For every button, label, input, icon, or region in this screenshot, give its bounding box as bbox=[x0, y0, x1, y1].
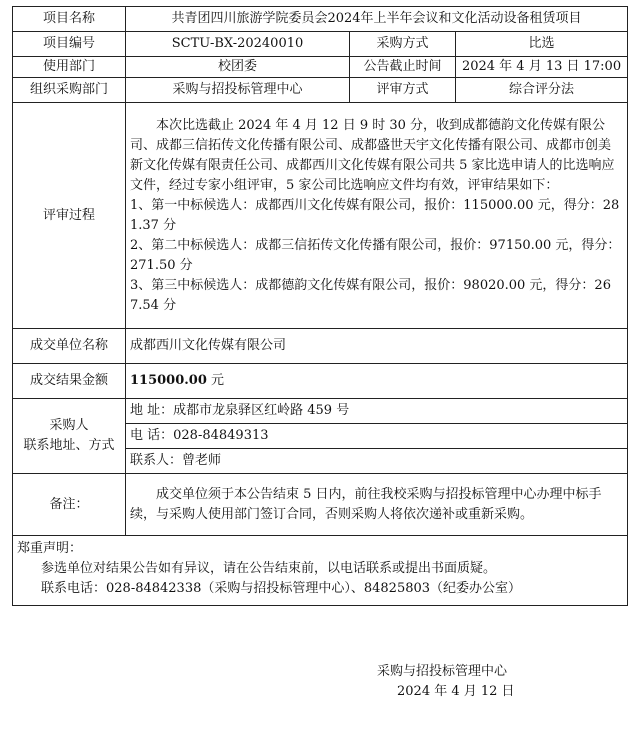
row-project-name bbox=[13, 7, 628, 32]
row-process bbox=[13, 103, 628, 329]
row-declaration bbox=[13, 536, 628, 606]
row-winner bbox=[13, 329, 628, 364]
declaration-title: 郑重声明： bbox=[17, 541, 83, 556]
procurement-method-label: 采购方式 bbox=[350, 32, 456, 57]
procurement-method-value: 比选 bbox=[456, 32, 628, 57]
signature-block bbox=[377, 662, 515, 702]
amount-cell bbox=[126, 364, 628, 399]
amount-label: 成交结果金额 bbox=[13, 364, 126, 399]
review-method-label: 评审方式 bbox=[350, 78, 456, 103]
project-no-value: SCTU-BX-20240010 bbox=[126, 32, 350, 57]
row-notes bbox=[13, 474, 628, 536]
review-method-value: 综合评分法 bbox=[456, 78, 628, 103]
announcement-table bbox=[12, 6, 628, 606]
signature-date: 2024 年 4 月 12 日 bbox=[397, 684, 515, 699]
phone-value: 电 话：028-84849313 bbox=[126, 424, 628, 449]
org-dept-value: 采购与招投标管理中心 bbox=[126, 78, 350, 103]
process-label: 评审过程 bbox=[13, 103, 126, 329]
project-name-label: 项目名称 bbox=[13, 7, 126, 32]
candidate-2: 2、第二中标候选人：成都三信拓传文化传播有限公司，报价：97150.00 元，得分：271.50 分 bbox=[130, 237, 621, 273]
candidate-1: 1、第一中标候选人：成都西川文化传媒有限公司，报价：115000.00 元，得分：281.37 分 bbox=[130, 197, 620, 233]
candidate-3: 3、第三中标候选人：成都德韵文化传媒有限公司，报价：98020.00 元，得分：267.54 分 bbox=[130, 277, 611, 313]
signature-org: 采购与招投标管理中心 bbox=[377, 664, 508, 679]
notes-content bbox=[126, 474, 628, 536]
row-org-dept bbox=[13, 78, 628, 103]
amount-unit: 元 bbox=[211, 373, 225, 388]
process-content bbox=[126, 103, 628, 329]
project-name-value: 共青团四川旅游学院委员会2024年上半年会议和文化活动设备租赁项目 bbox=[126, 7, 628, 32]
notes-text: 成交单位须于本公告结束 5 日内，前往我校采购与招投标管理中心办理中标手续，与采购人使用部门签订合同，否则采购人将依次递补或重新采购。 bbox=[130, 486, 602, 522]
row-amount bbox=[13, 364, 628, 399]
declaration-line-1: 参选单位对结果公告如有异议，请在公告结束前，以电话联系或提出书面质疑。 bbox=[41, 561, 497, 576]
dept-value: 校团委 bbox=[126, 57, 350, 78]
contact-label: 采购人 联系地址、方式 bbox=[13, 399, 126, 474]
notes-label: 备注： bbox=[13, 474, 126, 536]
project-no-label: 项目编号 bbox=[13, 32, 126, 57]
row-dept bbox=[13, 57, 628, 78]
address-value: 地 址：成都市龙泉驿区红岭路 459 号 bbox=[126, 399, 628, 424]
dept-label: 使用部门 bbox=[13, 57, 126, 78]
winner-label: 成交单位名称 bbox=[13, 329, 126, 364]
deadline-label: 公告截止时间 bbox=[350, 57, 456, 78]
winner-value: 成都西川文化传媒有限公司 bbox=[126, 329, 628, 364]
row-address bbox=[13, 399, 628, 424]
org-dept-label: 组织采购部门 bbox=[13, 78, 126, 103]
amount-value: 115000.00 bbox=[130, 373, 207, 388]
row-project-no bbox=[13, 32, 628, 57]
declaration-cell bbox=[13, 536, 628, 606]
declaration-line-2: 联系电话：028-84842338（采购与招投标管理中心）、84825803（纪委办公室） bbox=[41, 581, 522, 596]
contact-person-value: 联系人：曾老师 bbox=[126, 449, 628, 474]
deadline-value: 2024 年 4 月 13 日 17:00 bbox=[456, 57, 628, 78]
process-intro: 本次比选截止 2024 年 4 月 12 日 9 时 30 分，收到成都德韵文化传媒有限公司、成都三信拓传文化传播有限公司、成都盛世天宇文化传播有限公司、成都市创美新文化传媒有限责任公司、成都西川文化传媒有限公司共 5 家比选申请人的比选响应文件，经过专家小组评审，5 家公司比选响应文件均有效，评审结果如下： bbox=[130, 117, 615, 193]
